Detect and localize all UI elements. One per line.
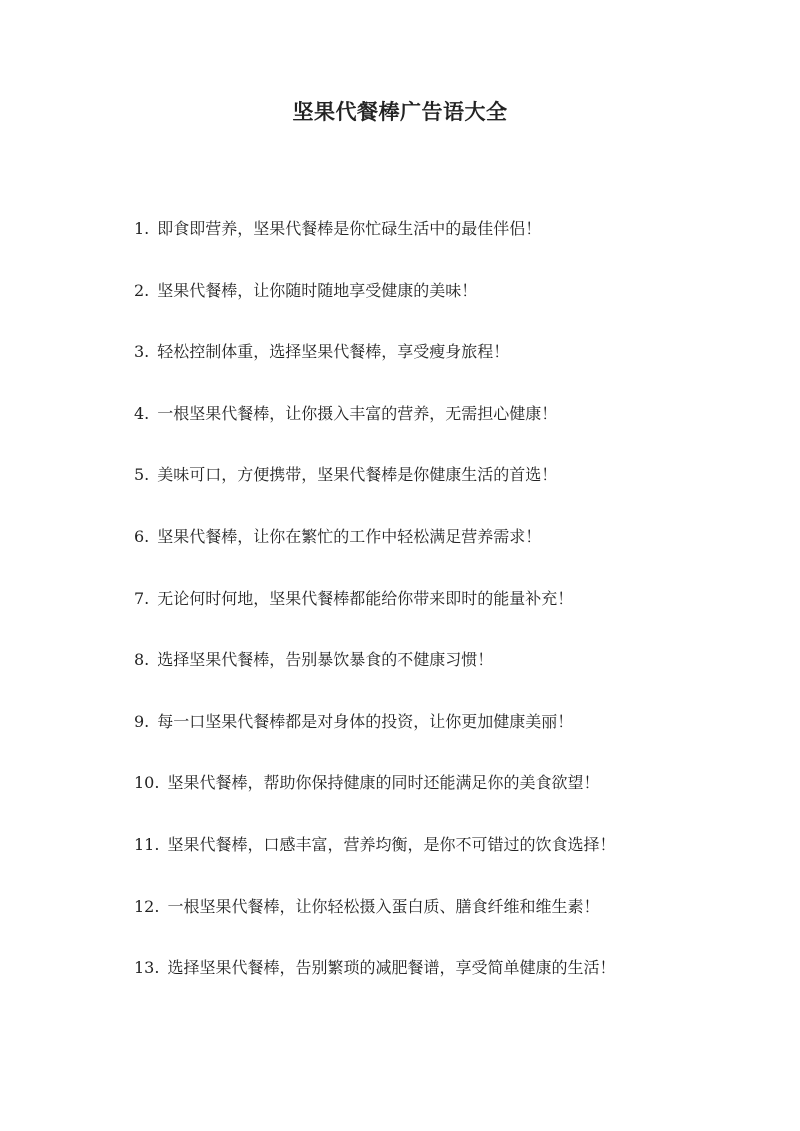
item-text: 即食即营养，坚果代餐棒是你忙碌生活中的最佳伴侣！ <box>157 219 542 238</box>
slogan-list <box>134 213 734 1014</box>
item-number: 10. <box>134 773 160 793</box>
item-text: 美味可口，方便携带，坚果代餐棒是你健康生活的首选！ <box>157 465 558 485</box>
item-text: 一根坚果代餐棒，让你轻松摄入蛋白质、膳食纤维和维生素！ <box>167 896 600 916</box>
list-item <box>134 275 734 337</box>
item-number: 8. <box>134 650 150 670</box>
item-text: 选择坚果代餐棒，告别暴饮暴食的不健康习惯！ <box>157 650 494 670</box>
list-item <box>134 644 734 706</box>
list-item <box>134 459 734 521</box>
item-number: 12. <box>134 896 160 916</box>
item-number: 3. <box>134 342 150 362</box>
item-text: 选择坚果代餐棒，告别繁琐的减肥餐谱，享受简单健康的生活！ <box>167 958 616 978</box>
item-text: 轻松控制体重，选择坚果代餐棒，享受瘦身旅程！ <box>157 342 510 362</box>
item-text: 坚果代餐棒，帮助你保持健康的同时还能满足你的美食欲望！ <box>167 773 600 793</box>
item-number: 1. <box>134 219 150 238</box>
list-item <box>134 829 734 891</box>
item-text: 坚果代餐棒，口感丰富，营养均衡，是你不可错过的饮食选择！ <box>167 834 616 854</box>
list-item <box>134 706 734 768</box>
item-number: 4. <box>134 403 150 423</box>
item-number: 5. <box>134 465 150 485</box>
item-text: 每一口坚果代餐棒都是对身体的投资，让你更加健康美丽！ <box>157 711 574 731</box>
item-text: 无论何时何地，坚果代餐棒都能给你带来即时的能量补充！ <box>157 588 574 608</box>
item-number: 7. <box>134 588 150 608</box>
page-title: 坚果代餐棒广告语大全 <box>292 99 508 124</box>
item-number: 2. <box>134 280 150 300</box>
item-text: 坚果代餐棒，让你随时随地享受健康的美味！ <box>157 280 478 300</box>
list-item <box>134 336 734 398</box>
list-item <box>134 891 734 953</box>
item-number: 6. <box>134 526 150 546</box>
list-item <box>134 398 734 460</box>
list-item <box>134 767 734 829</box>
list-item <box>134 521 734 583</box>
list-item <box>134 213 734 275</box>
item-number: 11. <box>134 834 160 854</box>
item-number: 9. <box>134 711 150 731</box>
item-text: 一根坚果代餐棒，让你摄入丰富的营养，无需担心健康！ <box>157 403 558 423</box>
list-item <box>134 583 734 645</box>
item-text: 坚果代餐棒，让你在繁忙的工作中轻松满足营养需求！ <box>157 526 542 546</box>
item-number: 13. <box>134 958 160 978</box>
list-item <box>134 952 734 1014</box>
